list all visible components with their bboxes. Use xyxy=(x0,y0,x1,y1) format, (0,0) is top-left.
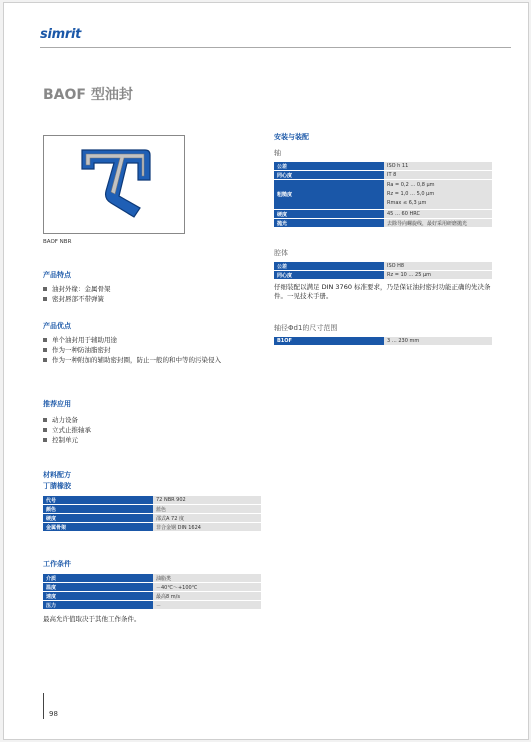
footer-rule xyxy=(43,693,44,719)
page-number: 98 xyxy=(49,710,58,718)
material-table xyxy=(43,496,261,532)
table-value: 3 … 230 mm xyxy=(384,337,492,346)
table-key: 硬度 xyxy=(274,210,384,219)
table-key: 压力 xyxy=(43,601,153,610)
table-value: 去除导向螺旋线，最好采用研磨抛光 xyxy=(384,219,492,228)
table-value: IT 8 xyxy=(384,171,492,180)
table-row xyxy=(274,219,492,228)
table-row xyxy=(43,601,261,610)
table-value: 邵式A 72 度 xyxy=(153,514,261,523)
material-subheading: 丁腈橡胶 xyxy=(43,482,71,490)
operating-heading: 工作条件 xyxy=(43,560,71,568)
applications-list xyxy=(43,415,91,445)
page-title: BAOF 型油封 xyxy=(43,87,133,103)
table-row xyxy=(274,162,492,171)
table-value: Rz = 10 … 25 µm xyxy=(384,271,492,280)
list-item: 控制单元 xyxy=(43,435,91,445)
shaft-heading: 轴 xyxy=(274,149,281,157)
table-row xyxy=(43,592,261,601)
table-key: 介质 xyxy=(43,574,153,583)
table-row xyxy=(274,210,492,219)
table-key: 代号 xyxy=(43,496,153,505)
operating-note: 最高允许值取决于其他工作条件。 xyxy=(43,615,141,623)
list-item: 立式止推轴承 xyxy=(43,425,91,435)
image-caption: BAOF NBR xyxy=(43,239,72,245)
applications-heading: 推荐应用 xyxy=(43,400,71,408)
table-row xyxy=(43,583,261,592)
list-item: 密封唇部不带弹簧 xyxy=(43,294,111,304)
seal-cross-section-icon xyxy=(44,136,184,233)
operating-table xyxy=(43,574,261,610)
seal-profile-image xyxy=(43,135,185,234)
table-value: 非合金钢 DIN 1624 xyxy=(153,523,261,532)
list-item: 作为一种附加的辅助密封圈，防止一般的和中等的污染侵入 xyxy=(43,355,253,365)
table-row xyxy=(274,271,492,280)
table-value: － xyxy=(153,601,261,610)
roughness-rz: Rz = 1,0 … 5,0 µm xyxy=(387,191,435,197)
roughness-ra: Ra = 0,2 … 0,8 µm xyxy=(387,182,435,188)
table-key: 温度 xyxy=(43,583,153,592)
range-heading: 轴径Φd1的尺寸范围 xyxy=(274,324,338,332)
list-item: 作为一种防油脂密封 xyxy=(43,345,253,355)
table-value: 72 NBR 902 xyxy=(153,496,261,505)
table-row xyxy=(43,523,261,532)
table-key: 公差 xyxy=(274,262,384,271)
table-key: 金属骨架 xyxy=(43,523,153,532)
brand-logo: simrit xyxy=(40,27,82,42)
list-item: 单个油封用于辅助用途 xyxy=(43,335,253,345)
table-row xyxy=(274,180,492,210)
table-value: ISO H8 xyxy=(384,262,492,271)
table-row xyxy=(43,505,261,514)
table-key: 颜色 xyxy=(43,505,153,514)
table-value: 油脂类 xyxy=(153,574,261,583)
table-value: ISO h 11 xyxy=(384,162,492,171)
advantages-heading: 产品优点 xyxy=(43,322,71,330)
range-table xyxy=(274,337,492,346)
table-key: 抛光 xyxy=(274,219,384,228)
table-row xyxy=(274,337,492,346)
header-divider xyxy=(40,47,511,48)
table-key: 同心度 xyxy=(274,271,384,280)
features-list xyxy=(43,284,111,304)
shaft-table xyxy=(274,162,492,228)
table-row xyxy=(274,171,492,180)
roughness-rmax: Rmax ≤ 6,3 µm xyxy=(387,200,427,206)
table-key: 粗糙度 xyxy=(274,180,384,210)
table-row xyxy=(43,496,261,505)
table-key: 同心度 xyxy=(274,171,384,180)
bore-table xyxy=(274,262,492,280)
table-key: B1OF xyxy=(274,337,384,346)
table-value: －40℃～+100℃ xyxy=(153,583,261,592)
table-row xyxy=(43,574,261,583)
install-heading: 安装与装配 xyxy=(274,133,309,141)
material-heading: 材料配方 xyxy=(43,471,71,479)
table-key: 速度 xyxy=(43,592,153,601)
catalog-page xyxy=(3,2,529,740)
table-key: 硬度 xyxy=(43,514,153,523)
table-row xyxy=(274,262,492,271)
table-row xyxy=(43,514,261,523)
bore-heading: 腔体 xyxy=(274,249,288,257)
table-value xyxy=(384,180,492,210)
list-item: 动力设备 xyxy=(43,415,91,425)
table-key: 公差 xyxy=(274,162,384,171)
bore-note: 仔细装配以满足 DIN 3760 标准要求，乃是保证油封密封功能正确的先决条件。一见技术手册。 xyxy=(274,283,491,300)
features-heading: 产品特点 xyxy=(43,271,71,279)
table-value: 蓝色 xyxy=(153,505,261,514)
table-value: 最高8 m/s xyxy=(153,592,261,601)
table-value: 45 … 60 HRC xyxy=(384,210,492,219)
list-item: 油封外缘：金属骨架 xyxy=(43,284,111,294)
advantages-list xyxy=(43,335,253,365)
